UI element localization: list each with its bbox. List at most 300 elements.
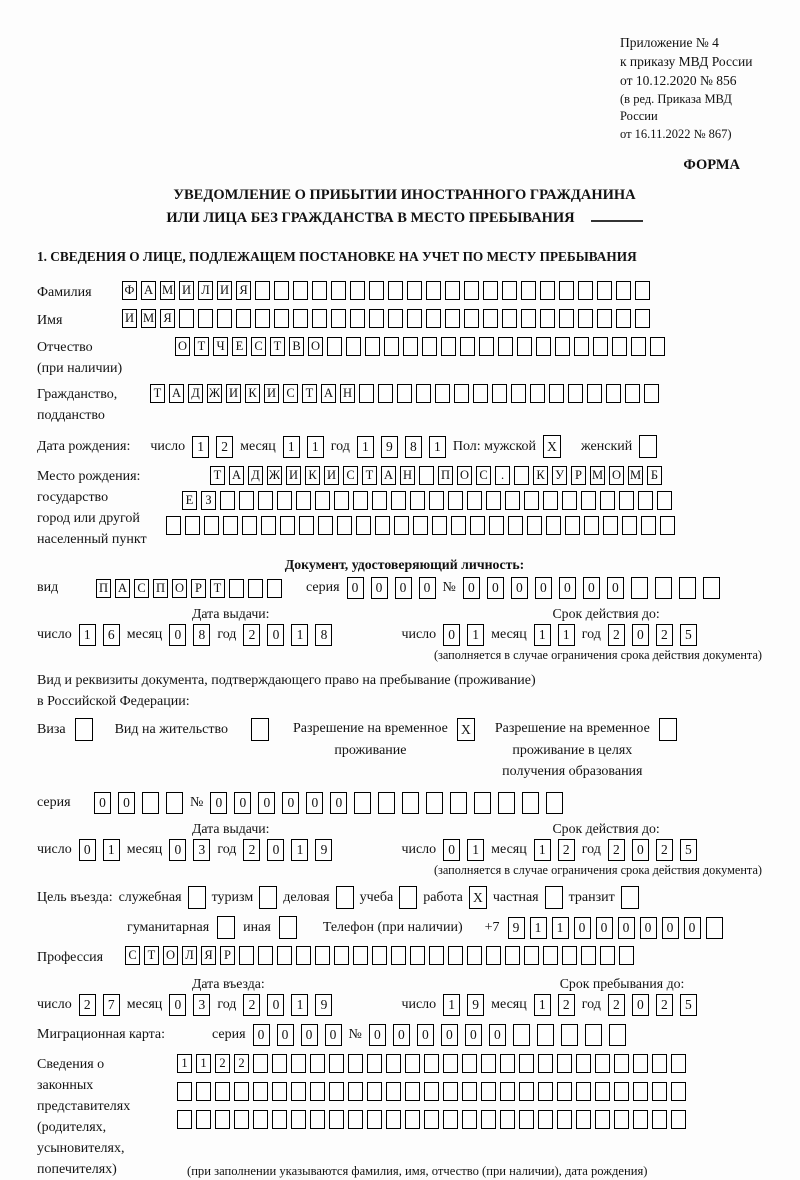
char-cell[interactable]: Т — [302, 384, 317, 403]
char-cell[interactable] — [407, 281, 422, 300]
doc-issue-day-input[interactable] — [79, 624, 120, 646]
birth-year-input[interactable] — [357, 436, 446, 458]
char-cell[interactable] — [386, 1054, 401, 1073]
char-cell[interactable] — [234, 1110, 249, 1129]
char-cell[interactable] — [261, 516, 276, 535]
char-cell[interactable]: И — [264, 384, 279, 403]
char-cell[interactable] — [671, 1110, 686, 1129]
char-cell[interactable]: 0 — [258, 792, 275, 814]
char-cell[interactable]: Ч — [213, 337, 228, 356]
char-cell[interactable] — [706, 917, 723, 939]
char-cell[interactable] — [576, 1110, 591, 1129]
char-cell[interactable] — [555, 337, 570, 356]
char-cell[interactable] — [443, 1110, 458, 1129]
doc-issue-month-input[interactable] — [169, 624, 210, 646]
char-cell[interactable] — [652, 1082, 667, 1101]
char-cell[interactable] — [299, 516, 314, 535]
char-cell[interactable] — [248, 579, 263, 598]
char-cell[interactable] — [386, 1082, 401, 1101]
char-cell[interactable] — [508, 516, 523, 535]
char-cell[interactable]: 0 — [632, 624, 649, 646]
char-cell[interactable] — [367, 1054, 382, 1073]
char-cell[interactable] — [348, 1054, 363, 1073]
char-cell[interactable] — [521, 309, 536, 328]
char-cell[interactable] — [671, 1082, 686, 1101]
char-cell[interactable]: И — [122, 309, 137, 328]
char-cell[interactable] — [530, 384, 545, 403]
char-cell[interactable] — [597, 281, 612, 300]
birth-month-input[interactable] — [283, 436, 324, 458]
char-cell[interactable]: Ж — [207, 384, 222, 403]
char-cell[interactable]: 2 — [656, 624, 673, 646]
char-cell[interactable] — [464, 309, 479, 328]
char-cell[interactable] — [519, 1110, 534, 1129]
char-cell[interactable]: А — [229, 466, 244, 485]
char-cell[interactable]: Л — [182, 946, 197, 965]
char-cell[interactable] — [524, 946, 539, 965]
char-cell[interactable]: 8 — [315, 624, 332, 646]
char-cell[interactable] — [441, 337, 456, 356]
char-cell[interactable]: Ж — [267, 466, 282, 485]
char-cell[interactable]: И — [324, 466, 339, 485]
char-cell[interactable] — [500, 1110, 515, 1129]
char-cell[interactable] — [498, 337, 513, 356]
purpose-private-checkbox[interactable] — [545, 886, 563, 909]
char-cell[interactable]: . — [495, 466, 510, 485]
char-cell[interactable]: Т — [210, 579, 225, 598]
char-cell[interactable] — [597, 309, 612, 328]
char-cell[interactable]: 2 — [558, 839, 575, 861]
char-cell[interactable] — [424, 1054, 439, 1073]
char-cell[interactable] — [394, 516, 409, 535]
char-cell[interactable] — [584, 516, 599, 535]
char-cell[interactable] — [609, 1024, 626, 1046]
char-cell[interactable] — [318, 516, 333, 535]
permit-issue-day-input[interactable] — [79, 839, 120, 861]
char-cell[interactable] — [329, 1082, 344, 1101]
char-cell[interactable] — [576, 1082, 591, 1101]
char-cell[interactable] — [413, 516, 428, 535]
char-cell[interactable]: 0 — [234, 792, 251, 814]
char-cell[interactable]: А — [169, 384, 184, 403]
char-cell[interactable] — [267, 579, 282, 598]
char-cell[interactable]: Т — [150, 384, 165, 403]
visa-checkbox[interactable] — [75, 718, 93, 741]
char-cell[interactable]: С — [283, 384, 298, 403]
char-cell[interactable] — [492, 384, 507, 403]
char-cell[interactable]: И — [226, 384, 241, 403]
stay-year-input[interactable] — [608, 994, 697, 1016]
char-cell[interactable] — [312, 281, 327, 300]
char-cell[interactable] — [369, 281, 384, 300]
char-cell[interactable]: Т — [270, 337, 285, 356]
char-cell[interactable] — [587, 384, 602, 403]
temp-permit-checkbox[interactable]: X — [457, 718, 475, 741]
char-cell[interactable] — [450, 792, 467, 814]
char-cell[interactable] — [537, 1024, 554, 1046]
char-cell[interactable] — [234, 1082, 249, 1101]
char-cell[interactable]: 0 — [417, 1024, 434, 1046]
char-cell[interactable] — [600, 946, 615, 965]
char-cell[interactable]: В — [289, 337, 304, 356]
char-cell[interactable]: 0 — [253, 1024, 270, 1046]
char-cell[interactable] — [574, 337, 589, 356]
permit-series-input[interactable] — [94, 792, 183, 814]
char-cell[interactable]: О — [308, 337, 323, 356]
char-cell[interactable] — [451, 516, 466, 535]
char-cell[interactable]: 2 — [79, 994, 96, 1016]
char-cell[interactable]: 1 — [291, 994, 308, 1016]
char-cell[interactable] — [329, 1110, 344, 1129]
char-cell[interactable] — [402, 792, 419, 814]
char-cell[interactable] — [274, 309, 289, 328]
char-cell[interactable] — [500, 1054, 515, 1073]
char-cell[interactable]: О — [163, 946, 178, 965]
permit-valid-month-input[interactable] — [534, 839, 575, 861]
char-cell[interactable] — [638, 491, 653, 510]
char-cell[interactable]: 1 — [467, 839, 484, 861]
char-cell[interactable] — [505, 491, 520, 510]
char-cell[interactable] — [660, 516, 675, 535]
char-cell[interactable] — [641, 516, 656, 535]
char-cell[interactable] — [483, 309, 498, 328]
given-name-input[interactable] — [122, 309, 650, 328]
char-cell[interactable] — [378, 792, 395, 814]
char-cell[interactable] — [280, 516, 295, 535]
char-cell[interactable] — [635, 281, 650, 300]
patronymic-input[interactable] — [175, 337, 665, 356]
char-cell[interactable]: 1 — [79, 624, 96, 646]
char-cell[interactable] — [489, 516, 504, 535]
char-cell[interactable] — [454, 384, 469, 403]
entry-day-input[interactable] — [79, 994, 120, 1016]
char-cell[interactable] — [538, 1082, 553, 1101]
char-cell[interactable] — [291, 1110, 306, 1129]
char-cell[interactable]: С — [343, 466, 358, 485]
char-cell[interactable] — [568, 384, 583, 403]
char-cell[interactable] — [633, 1082, 648, 1101]
char-cell[interactable] — [650, 337, 665, 356]
char-cell[interactable] — [277, 491, 292, 510]
char-cell[interactable]: 5 — [680, 624, 697, 646]
char-cell[interactable]: 0 — [210, 792, 227, 814]
char-cell[interactable]: 0 — [301, 1024, 318, 1046]
char-cell[interactable]: 1 — [177, 1054, 192, 1073]
char-cell[interactable] — [388, 309, 403, 328]
char-cell[interactable]: К — [305, 466, 320, 485]
char-cell[interactable] — [462, 1054, 477, 1073]
char-cell[interactable] — [595, 1082, 610, 1101]
char-cell[interactable] — [633, 1110, 648, 1129]
char-cell[interactable]: 0 — [169, 839, 186, 861]
char-cell[interactable] — [538, 1054, 553, 1073]
char-cell[interactable] — [652, 1110, 667, 1129]
char-cell[interactable] — [215, 1082, 230, 1101]
char-cell[interactable] — [432, 516, 447, 535]
mig-series-input[interactable] — [253, 1024, 342, 1046]
char-cell[interactable]: 1 — [291, 839, 308, 861]
residence-checkbox[interactable] — [251, 718, 269, 741]
char-cell[interactable]: 9 — [508, 917, 525, 939]
char-cell[interactable]: З — [201, 491, 216, 510]
legal-reps-line3-input[interactable] — [177, 1110, 686, 1129]
legal-reps-line2-input[interactable] — [177, 1082, 686, 1101]
purpose-work-checkbox[interactable]: X — [469, 886, 487, 909]
char-cell[interactable]: 0 — [559, 577, 576, 599]
char-cell[interactable]: П — [96, 579, 111, 598]
char-cell[interactable] — [445, 281, 460, 300]
char-cell[interactable] — [561, 1024, 578, 1046]
char-cell[interactable]: И — [217, 281, 232, 300]
char-cell[interactable] — [559, 309, 574, 328]
purpose-other-checkbox[interactable] — [279, 916, 297, 939]
char-cell[interactable] — [481, 1110, 496, 1129]
char-cell[interactable] — [354, 792, 371, 814]
char-cell[interactable]: 1 — [429, 436, 446, 458]
birth-place-line3-input[interactable] — [166, 516, 675, 535]
char-cell[interactable]: А — [321, 384, 336, 403]
char-cell[interactable] — [578, 281, 593, 300]
char-cell[interactable] — [405, 1082, 420, 1101]
char-cell[interactable]: 0 — [94, 792, 111, 814]
char-cell[interactable]: 9 — [467, 994, 484, 1016]
char-cell[interactable]: 0 — [169, 994, 186, 1016]
char-cell[interactable] — [679, 577, 696, 599]
char-cell[interactable] — [217, 309, 232, 328]
char-cell[interactable]: М — [160, 281, 175, 300]
char-cell[interactable] — [365, 337, 380, 356]
char-cell[interactable]: О — [457, 466, 472, 485]
char-cell[interactable]: 1 — [192, 436, 209, 458]
char-cell[interactable] — [595, 1110, 610, 1129]
char-cell[interactable]: 0 — [347, 577, 364, 599]
char-cell[interactable]: Е — [232, 337, 247, 356]
char-cell[interactable]: 3 — [193, 839, 210, 861]
char-cell[interactable] — [329, 1054, 344, 1073]
char-cell[interactable]: 0 — [632, 994, 649, 1016]
char-cell[interactable] — [581, 946, 596, 965]
char-cell[interactable]: Д — [248, 466, 263, 485]
char-cell[interactable] — [511, 384, 526, 403]
char-cell[interactable] — [474, 792, 491, 814]
char-cell[interactable] — [519, 1082, 534, 1101]
char-cell[interactable] — [220, 491, 235, 510]
char-cell[interactable]: 2 — [608, 994, 625, 1016]
char-cell[interactable]: 0 — [662, 917, 679, 939]
char-cell[interactable] — [502, 309, 517, 328]
char-cell[interactable]: 1 — [283, 436, 300, 458]
char-cell[interactable]: К — [533, 466, 548, 485]
char-cell[interactable]: А — [381, 466, 396, 485]
char-cell[interactable] — [274, 281, 289, 300]
char-cell[interactable]: 2 — [558, 994, 575, 1016]
char-cell[interactable] — [367, 1110, 382, 1129]
char-cell[interactable]: Р — [220, 946, 235, 965]
char-cell[interactable] — [524, 491, 539, 510]
char-cell[interactable] — [527, 516, 542, 535]
char-cell[interactable]: С — [125, 946, 140, 965]
char-cell[interactable]: Р — [571, 466, 586, 485]
char-cell[interactable]: К — [245, 384, 260, 403]
char-cell[interactable]: Н — [400, 466, 415, 485]
char-cell[interactable] — [315, 946, 330, 965]
char-cell[interactable] — [521, 281, 536, 300]
char-cell[interactable] — [372, 946, 387, 965]
char-cell[interactable]: 1 — [558, 624, 575, 646]
char-cell[interactable] — [242, 516, 257, 535]
char-cell[interactable]: 1 — [534, 994, 551, 1016]
char-cell[interactable]: 0 — [277, 1024, 294, 1046]
mig-number-input[interactable] — [369, 1024, 626, 1046]
char-cell[interactable] — [595, 1054, 610, 1073]
char-cell[interactable] — [619, 946, 634, 965]
char-cell[interactable] — [296, 946, 311, 965]
char-cell[interactable]: 0 — [282, 792, 299, 814]
char-cell[interactable] — [177, 1082, 192, 1101]
char-cell[interactable]: 1 — [530, 917, 547, 939]
char-cell[interactable]: 2 — [234, 1054, 249, 1073]
char-cell[interactable]: 0 — [607, 577, 624, 599]
char-cell[interactable]: 1 — [534, 624, 551, 646]
char-cell[interactable] — [391, 491, 406, 510]
citizenship-input[interactable] — [150, 384, 659, 403]
char-cell[interactable] — [655, 577, 672, 599]
char-cell[interactable] — [277, 946, 292, 965]
char-cell[interactable]: 9 — [381, 436, 398, 458]
char-cell[interactable]: 0 — [463, 577, 480, 599]
char-cell[interactable] — [481, 1054, 496, 1073]
sex-female-checkbox[interactable] — [639, 435, 657, 458]
char-cell[interactable]: 0 — [267, 624, 284, 646]
char-cell[interactable]: Я — [160, 309, 175, 328]
char-cell[interactable] — [291, 1082, 306, 1101]
char-cell[interactable] — [166, 792, 183, 814]
char-cell[interactable] — [581, 491, 596, 510]
char-cell[interactable] — [522, 792, 539, 814]
char-cell[interactable]: И — [179, 281, 194, 300]
char-cell[interactable] — [481, 1082, 496, 1101]
char-cell[interactable]: 2 — [243, 839, 260, 861]
char-cell[interactable]: 0 — [371, 577, 388, 599]
char-cell[interactable]: О — [609, 466, 624, 485]
char-cell[interactable] — [502, 281, 517, 300]
char-cell[interactable] — [177, 1110, 192, 1129]
purpose-study-checkbox[interactable] — [399, 886, 417, 909]
char-cell[interactable]: 0 — [419, 577, 436, 599]
char-cell[interactable] — [562, 946, 577, 965]
char-cell[interactable]: 3 — [193, 994, 210, 1016]
char-cell[interactable] — [236, 309, 251, 328]
char-cell[interactable] — [703, 577, 720, 599]
char-cell[interactable] — [410, 491, 425, 510]
profession-input[interactable] — [125, 946, 634, 965]
char-cell[interactable] — [388, 281, 403, 300]
char-cell[interactable] — [331, 309, 346, 328]
char-cell[interactable] — [562, 491, 577, 510]
char-cell[interactable]: 0 — [596, 917, 613, 939]
char-cell[interactable] — [424, 1110, 439, 1129]
study-permit-checkbox[interactable] — [659, 718, 677, 741]
char-cell[interactable] — [546, 792, 563, 814]
char-cell[interactable] — [625, 384, 640, 403]
char-cell[interactable] — [369, 309, 384, 328]
char-cell[interactable] — [652, 1054, 667, 1073]
char-cell[interactable] — [578, 309, 593, 328]
char-cell[interactable]: 0 — [583, 577, 600, 599]
char-cell[interactable] — [657, 491, 672, 510]
phone-input[interactable] — [508, 917, 723, 939]
char-cell[interactable] — [386, 1110, 401, 1129]
char-cell[interactable]: Д — [188, 384, 203, 403]
char-cell[interactable]: 0 — [632, 839, 649, 861]
char-cell[interactable] — [142, 792, 159, 814]
doc-valid-year-input[interactable] — [608, 624, 697, 646]
char-cell[interactable] — [291, 1054, 306, 1073]
char-cell[interactable]: Т — [362, 466, 377, 485]
char-cell[interactable] — [310, 1110, 325, 1129]
char-cell[interactable] — [467, 491, 482, 510]
char-cell[interactable]: 2 — [215, 1054, 230, 1073]
char-cell[interactable]: 6 — [103, 624, 120, 646]
char-cell[interactable] — [426, 281, 441, 300]
stay-month-input[interactable] — [534, 994, 575, 1016]
permit-valid-year-input[interactable] — [608, 839, 697, 861]
char-cell[interactable] — [585, 1024, 602, 1046]
purpose-business-checkbox[interactable] — [336, 886, 354, 909]
char-cell[interactable] — [293, 309, 308, 328]
char-cell[interactable] — [543, 491, 558, 510]
doc-issue-year-input[interactable] — [243, 624, 332, 646]
char-cell[interactable]: 2 — [243, 994, 260, 1016]
char-cell[interactable]: 1 — [196, 1054, 211, 1073]
doc-series-input[interactable] — [347, 577, 436, 599]
legal-reps-line1-input[interactable] — [177, 1054, 686, 1073]
stay-day-input[interactable] — [443, 994, 484, 1016]
char-cell[interactable] — [356, 516, 371, 535]
char-cell[interactable] — [179, 309, 194, 328]
char-cell[interactable]: 1 — [357, 436, 374, 458]
char-cell[interactable] — [614, 1082, 629, 1101]
char-cell[interactable]: 1 — [467, 624, 484, 646]
char-cell[interactable] — [519, 1054, 534, 1073]
char-cell[interactable] — [614, 1054, 629, 1073]
char-cell[interactable] — [603, 516, 618, 535]
char-cell[interactable] — [198, 309, 213, 328]
char-cell[interactable] — [375, 516, 390, 535]
char-cell[interactable] — [424, 1082, 439, 1101]
char-cell[interactable] — [410, 946, 425, 965]
char-cell[interactable]: Л — [198, 281, 213, 300]
birth-day-input[interactable] — [192, 436, 233, 458]
char-cell[interactable] — [353, 491, 368, 510]
char-cell[interactable] — [310, 1082, 325, 1101]
char-cell[interactable] — [310, 1054, 325, 1073]
char-cell[interactable] — [543, 946, 558, 965]
char-cell[interactable] — [557, 1054, 572, 1073]
char-cell[interactable] — [606, 384, 621, 403]
char-cell[interactable] — [239, 491, 254, 510]
char-cell[interactable] — [384, 337, 399, 356]
char-cell[interactable] — [576, 1054, 591, 1073]
char-cell[interactable] — [464, 281, 479, 300]
char-cell[interactable]: М — [141, 309, 156, 328]
char-cell[interactable] — [350, 281, 365, 300]
char-cell[interactable]: 0 — [487, 577, 504, 599]
char-cell[interactable]: П — [153, 579, 168, 598]
char-cell[interactable]: Т — [194, 337, 209, 356]
doc-number-input[interactable] — [463, 577, 720, 599]
char-cell[interactable]: 1 — [552, 917, 569, 939]
